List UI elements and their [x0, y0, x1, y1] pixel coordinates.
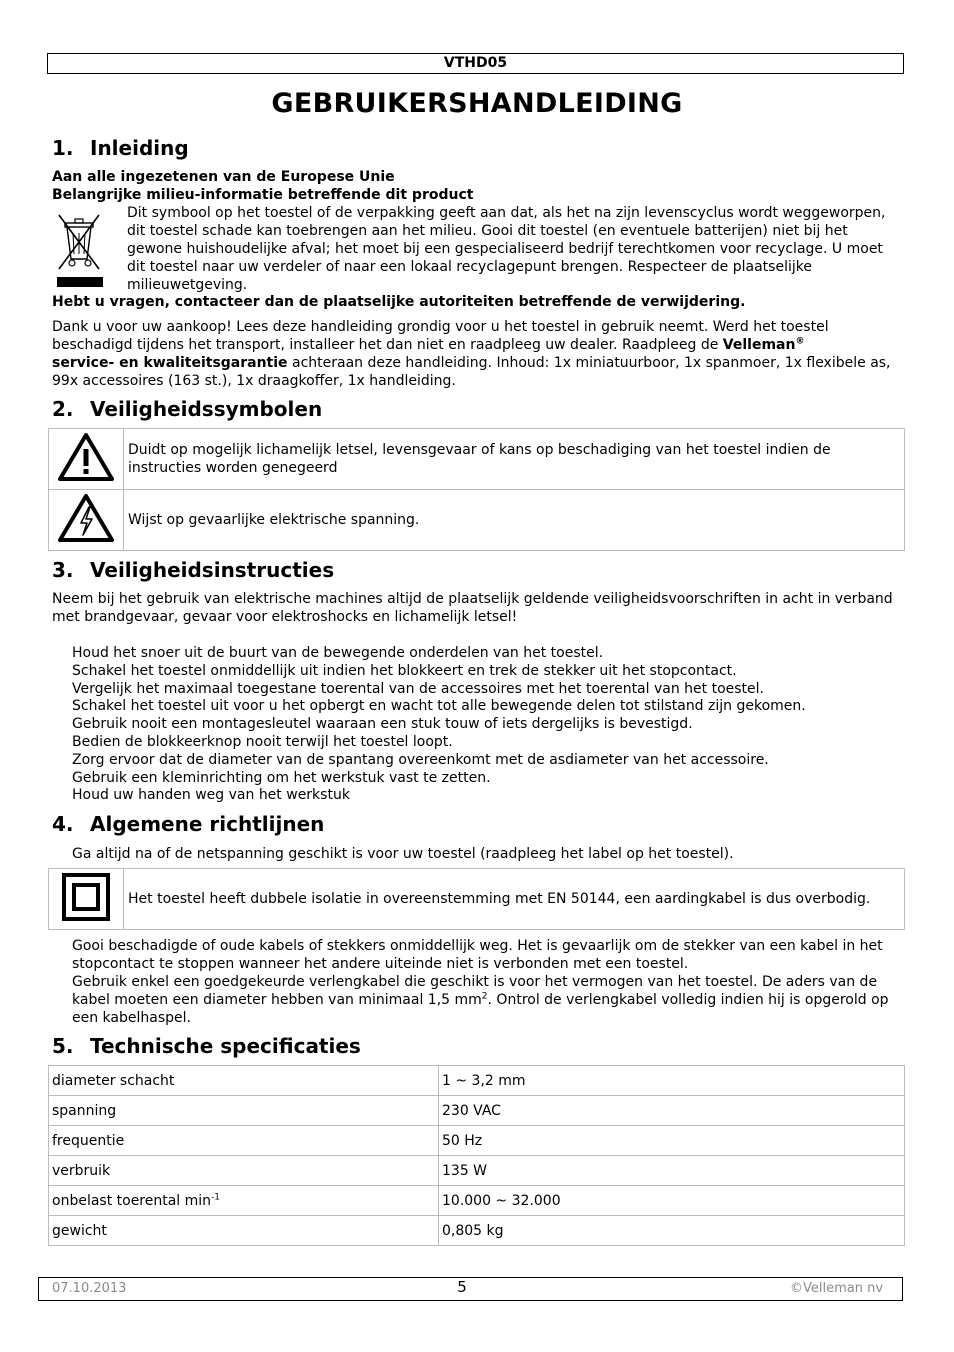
table-row	[49, 869, 905, 930]
symbol-cell	[49, 869, 124, 930]
section-heading-veiligheidssymbolen	[52, 397, 322, 421]
spec-key: diameter schacht	[49, 1066, 439, 1096]
section-title: Inleiding	[90, 136, 189, 160]
spec-value: 1 ~ 3,2 mm	[439, 1066, 905, 1096]
section-number: 3.	[52, 558, 74, 582]
symbol-description: Duidt op mogelijk lichamelijk letsel, levensgevaar of kans op beschadiging van het toestel indien de instructies worden genegeerd	[124, 429, 905, 490]
list-item: Schakel het toestel onmiddellijk uit indien het blokkeert en trek de stekker uit het stopcontact.	[72, 662, 737, 679]
eu-residents-heading: Aan alle ingezetenen van de Europese Unie	[52, 169, 395, 185]
intro-text-a: Dank u voor uw aankoop! Lees deze handleiding grondig voor u het toestel in gebruik neemt. Werd het toestel beschadigd tijdens het transport, installeer het dan niet en raadpleeg uw dealer. Raadpleeg de	[52, 319, 829, 353]
warning-triangle-icon	[58, 432, 114, 482]
superscript: 2	[481, 991, 488, 1002]
section-heading-algemene-richtlijnen	[52, 812, 324, 836]
spec-value: 50 Hz	[439, 1126, 905, 1156]
list-item: Schakel het toestel uit voor u het opbergt en wacht tot alle bewegende delen tot stilstand zijn gekomen.	[72, 698, 806, 715]
safety-instructions-list	[72, 645, 902, 805]
spec-key: verbruik	[49, 1156, 439, 1186]
damaged-cables-note: Gooi beschadigde of oude kabels of stekkers onmiddellijk weg. Het is gevaarlijk om de stekker van een kabel in het stopcontact te stoppen wanneer het andere uiteinde niet is verbonden met een toestel.	[72, 938, 883, 972]
warranty-text: service- en kwaliteitsgarantie	[52, 355, 288, 371]
page-number: 5	[457, 1278, 467, 1296]
page-header	[47, 53, 904, 74]
safety-symbols-table	[48, 428, 905, 551]
table-row	[49, 1066, 905, 1096]
spec-value: 0,805 kg	[439, 1216, 905, 1246]
double-insulation-icon	[61, 872, 111, 922]
section-title: Technische specificaties	[90, 1034, 361, 1058]
section-title: Veiligheidsinstructies	[90, 558, 335, 582]
table-row	[49, 1156, 905, 1186]
section-heading-inleiding	[52, 136, 189, 160]
document-title: GEBRUIKERSHANDLEIDING	[271, 88, 683, 119]
list-item: Bedien de blokkeerknop nooit terwijl het toestel loopt.	[72, 733, 453, 750]
table-row	[49, 490, 905, 551]
section-heading-technische-specificaties	[52, 1034, 361, 1058]
double-insulation-table	[48, 868, 905, 930]
table-row	[49, 429, 905, 490]
symbol-description: Wijst op gevaarlijke elektrische spanning.	[124, 490, 905, 551]
specifications-table	[48, 1065, 905, 1246]
electric-hazard-icon	[58, 493, 114, 543]
symbol-cell	[49, 429, 124, 490]
section-number: 2.	[52, 397, 74, 421]
registered-mark: ®	[795, 336, 805, 347]
table-row	[49, 1186, 905, 1216]
list-item: Houd uw handen weg van het werkstuk	[72, 787, 350, 804]
weee-description: Dit symbool op het toestel of de verpakking geeft aan dat, als het na zijn levenscyclus wordt weggeworpen, dit toestel schade kan toebrengen aan het milieu. Gooi dit toestel (en eventuele batterijen) niet bij het gewone huishoudelijke afval; het moet bij een gespecialiseerd bedrijf terechtkomen voor recyclage. U moet dit toestel naar uw verdeler of naar een lokaal recyclagepunt brengen. Respecteer de plaatselijke milieuwetgeving.	[127, 205, 886, 293]
spec-key: frequentie	[49, 1126, 439, 1156]
section-number: 5.	[52, 1034, 74, 1058]
footer-date: 07.10.2013	[52, 1281, 127, 1296]
section-title: Veiligheidssymbolen	[90, 397, 323, 421]
spec-key-cell	[49, 1186, 439, 1216]
extension-text-a: Gebruik enkel een goedgekeurde verlengkabel die geschikt is voor het vermogen van het toestel. De aders van de kabel moeten een diameter hebben van minimaal 1,5 mm	[72, 974, 878, 1008]
spec-key: gewicht	[49, 1216, 439, 1246]
intro-text-b: achteraan deze handleiding. Inhoud: 1x miniatuurboor, 1x spanmoer, 1x flexibele as, 99x accessoires (163 st.), 1x draagkoffer, 1x handleiding.	[52, 355, 891, 389]
spec-value: 10.000 ~ 32.000	[439, 1186, 905, 1216]
list-item: Gebruik nooit een montagesleutel waaraan een stuk touw of iets dergelijks is bevestigd.	[72, 716, 693, 733]
symbol-description: Het toestel heeft dubbele isolatie in overeenstemming met EN 50144, een aardingkabel is dus overbodig.	[124, 869, 905, 930]
table-row	[49, 1126, 905, 1156]
table-row	[49, 1216, 905, 1246]
spec-key: onbelast toerental min	[52, 1192, 212, 1209]
spec-key: spanning	[49, 1096, 439, 1126]
section-number: 1.	[52, 136, 74, 160]
model-name: VTHD05	[443, 55, 508, 71]
list-item: Houd het snoer uit de buurt van de bewegende onderdelen van het toestel.	[72, 645, 604, 661]
footer-copyright: ©Velleman nv	[790, 1281, 884, 1296]
section-title: Algemene richtlijnen	[90, 812, 325, 836]
extension-text-b: . Ontrol de verlengkabel volledig indien hij is opgerold op een kabelhaspel.	[72, 992, 889, 1026]
list-item: Zorg ervoor dat de diameter van de spantang overeenkomt met de asdiameter van het accessoire.	[72, 751, 769, 768]
table-row	[49, 1096, 905, 1126]
symbol-cell	[49, 490, 124, 551]
section-number: 4.	[52, 812, 74, 836]
mains-voltage-note: Ga altijd na of de netspanning geschikt is voor uw toestel (raadpleeg het label op het toestel).	[72, 846, 734, 862]
weee-bin-icon	[53, 209, 107, 291]
list-item: Gebruik een kleminrichting om het werkstuk vast te zetten.	[72, 769, 491, 786]
intro-paragraph	[52, 318, 902, 390]
superscript: -1	[211, 1191, 221, 1202]
spec-value: 135 W	[439, 1156, 905, 1186]
environment-info-heading: Belangrijke milieu-informatie betreffende dit product	[52, 187, 474, 203]
safety-intro: Neem bij het gebruik van elektrische machines altijd de plaatselijk geldende veiligheidsvoorschriften in acht in verband met brandgevaar, gevaar voor elektroshocks en lichamelijk letsel!	[52, 591, 893, 625]
disposal-contact-note: Hebt u vragen, contacteer dan de plaatselijke autoriteiten betreffende de verwijdering.	[52, 294, 746, 310]
list-item: Vergelijk het maximaal toegestane toerental van de accessoires met het toerental van het toestel.	[72, 680, 764, 697]
spec-value: 230 VAC	[439, 1096, 905, 1126]
extension-cable-note	[72, 973, 904, 1027]
section-heading-veiligheidsinstructies	[52, 558, 334, 582]
brand-name: Velleman	[722, 337, 796, 353]
